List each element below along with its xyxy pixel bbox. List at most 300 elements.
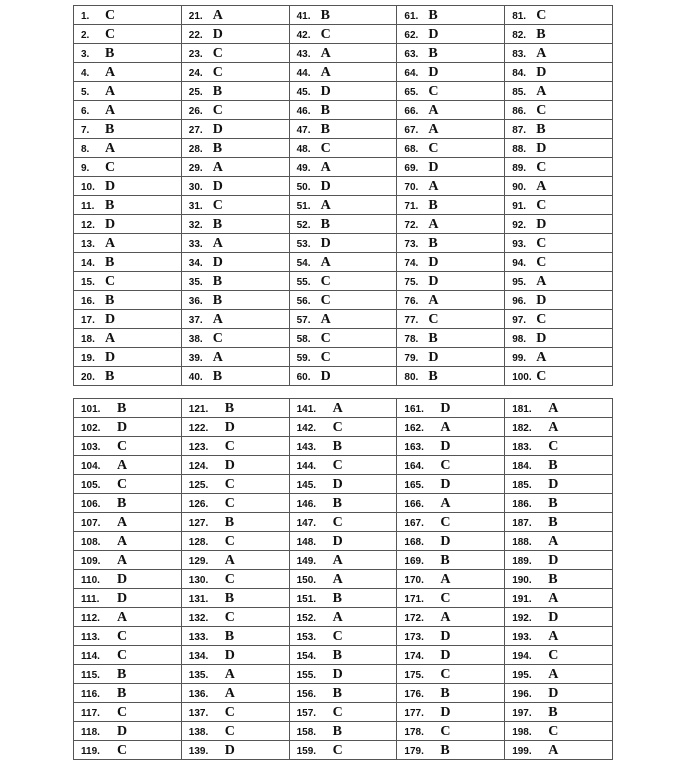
answer-letter: A [105,236,116,251]
answer-key-table-1-100 [73,5,613,386]
answer-letter: A [320,198,331,213]
answer-cell [505,456,613,475]
answer-cell [505,684,613,703]
answer-cell [74,665,182,684]
answer-letter: D [224,743,235,758]
answer-cell [181,494,289,513]
question-number: 145. [296,480,317,491]
question-number: 100. [512,372,532,383]
answer-letter: D [440,648,451,663]
answer-cell [289,684,397,703]
answer-cell [505,120,613,139]
answer-letter: B [320,8,330,23]
answer-letter: C [536,369,547,384]
answer-row [74,665,613,684]
answer-cell [74,329,182,348]
answer-letter: D [428,350,439,365]
answer-cell [505,25,613,44]
question-number: 52. [296,220,311,231]
answer-cell [505,703,613,722]
answer-letter: A [440,610,451,625]
answer-row [74,310,613,329]
question-number: 142. [296,423,317,434]
answer-cell [74,367,182,386]
question-number: 130. [188,575,209,586]
question-number: 190. [512,575,532,586]
question-number: 112. [81,613,100,624]
question-number: 12. [81,220,95,231]
answer-cell [505,139,613,158]
answer-cell [181,513,289,532]
answer-letter: B [536,27,546,42]
question-number: 128. [188,537,209,548]
answer-cell [289,513,397,532]
answer-cell [397,101,505,120]
answer-letter: D [428,255,439,270]
answer-letter: C [105,27,116,42]
question-number: 62. [404,30,419,41]
answer-letter: D [548,553,559,568]
answer-letter: C [212,103,223,118]
answer-letter: A [536,84,547,99]
answer-cell [397,665,505,684]
answer-cell [397,703,505,722]
question-number: 148. [296,537,317,548]
question-number: 159. [296,746,317,757]
answer-cell [505,82,613,101]
answer-cell [505,215,613,234]
answer-letter: C [536,160,547,175]
answer-letter: C [117,629,128,644]
answer-letter: B [105,255,115,270]
answer-cell [181,6,289,25]
answer-cell [505,367,613,386]
question-number: 151. [296,594,317,605]
answer-cell [289,570,397,589]
question-number: 157. [296,708,317,719]
question-number: 196. [512,689,532,700]
question-number: 184. [512,461,532,472]
answer-letter: D [536,65,547,80]
question-number: 6. [81,106,90,117]
answer-cell [397,570,505,589]
answer-cell [181,665,289,684]
answer-row [74,158,613,177]
answer-letter: D [105,350,116,365]
question-number: 111. [81,594,100,605]
answer-letter: B [212,274,223,289]
question-number: 45. [296,87,311,98]
answer-cell [74,215,182,234]
question-number: 187. [512,518,532,529]
question-number: 167. [404,518,424,529]
answer-cell [289,741,397,760]
answer-letter: C [440,667,451,682]
answer-cell [181,25,289,44]
answer-letter: D [440,477,451,492]
question-number: 186. [512,499,532,510]
answer-cell [397,253,505,272]
question-number: 191. [512,594,532,605]
answer-cell [74,44,182,63]
answer-cell [397,44,505,63]
question-number: 110. [81,575,100,586]
question-number: 7. [81,125,90,136]
question-number: 198. [512,727,532,738]
answer-letter: A [548,534,559,549]
question-number: 117. [81,708,100,719]
answer-cell [74,551,182,570]
answer-letter: B [428,369,438,384]
answer-letter: A [320,312,331,327]
answer-row [74,741,613,760]
answer-letter: A [105,84,116,99]
answer-letter: A [428,179,439,194]
answer-cell [289,329,397,348]
question-number: 93. [512,239,527,250]
question-number: 83. [512,49,527,60]
answer-letter: B [320,103,330,118]
question-number: 18. [81,334,95,345]
question-number: 15. [81,277,95,288]
question-number: 92. [512,220,527,231]
answer-cell [181,234,289,253]
answer-letter: A [117,553,128,568]
answer-letter: B [536,122,546,137]
answer-cell [74,437,182,456]
answer-letter: D [536,293,547,308]
question-number: 102. [81,423,101,434]
question-number: 50. [296,182,311,193]
question-number: 106. [81,499,101,510]
question-number: 9. [81,163,90,174]
answer-cell [397,158,505,177]
answer-cell [289,234,397,253]
answer-letter: A [212,160,223,175]
answer-row [74,44,613,63]
answer-cell [74,25,182,44]
answer-cell [505,665,613,684]
answer-cell [397,177,505,196]
question-number: 32. [188,220,203,231]
answer-letter: A [320,65,331,80]
answer-letter: C [117,439,128,454]
answer-row [74,722,613,741]
answer-cell [74,722,182,741]
answer-letter: C [224,610,235,625]
question-number: 179. [404,746,424,757]
answer-letter: C [224,477,235,492]
answer-row [74,551,613,570]
question-number: 127. [188,518,209,529]
answer-letter: A [332,610,343,625]
question-number: 76. [404,296,419,307]
question-number: 84. [512,68,527,79]
question-number: 1. [81,11,90,22]
answer-letter: C [548,648,559,663]
question-number: 199. [512,746,532,757]
answer-letter: D [536,331,547,346]
answer-letter: B [548,572,558,587]
answer-letter: C [440,458,451,473]
answer-cell [505,6,613,25]
question-number: 123. [188,442,209,453]
answer-cell [74,589,182,608]
answer-letter: D [440,534,451,549]
answer-letter: C [212,198,223,213]
question-number: 65. [404,87,419,98]
question-number: 119. [81,746,100,757]
answer-cell [74,234,182,253]
answer-letter: B [224,401,235,416]
question-number: 168. [404,537,424,548]
answer-cell [505,196,613,215]
answer-letter: A [548,667,559,682]
question-number: 87. [512,125,527,136]
answer-cell [505,532,613,551]
question-number: 56. [296,296,311,307]
question-number: 49. [296,163,311,174]
answer-cell [505,494,613,513]
answer-letter: B [320,122,330,137]
answer-cell [181,684,289,703]
answer-cell [289,158,397,177]
answer-letter: C [212,46,223,61]
answer-cell [505,475,613,494]
answer-letter: A [320,46,331,61]
answer-cell [181,196,289,215]
answer-cell [505,310,613,329]
question-number: 156. [296,689,317,700]
answer-letter: C [332,515,343,530]
answer-row [74,120,613,139]
answer-cell [74,532,182,551]
question-number: 158. [296,727,317,738]
answer-letter: D [428,274,439,289]
answer-letter: B [212,293,223,308]
answer-letter: A [320,255,331,270]
answer-cell [505,399,613,418]
answer-letter: C [320,350,331,365]
answer-cell [397,234,505,253]
answer-cell [289,399,397,418]
answer-letter: C [320,141,331,156]
answer-cell [181,44,289,63]
answer-cell [289,367,397,386]
answer-letter: A [117,534,128,549]
answer-letter: C [536,312,547,327]
answer-cell [74,475,182,494]
answer-cell [181,589,289,608]
answer-cell [289,608,397,627]
answer-row [74,367,613,386]
answer-cell [397,418,505,437]
answer-cell [181,608,289,627]
answer-letter: C [224,724,235,739]
answer-cell [74,608,182,627]
answer-row [74,101,613,120]
question-number: 11. [81,201,95,212]
answer-letter: C [428,84,439,99]
answer-cell [289,551,397,570]
answer-letter: A [548,401,559,416]
answer-letter: C [224,534,235,549]
answer-letter: A [536,274,547,289]
answer-cell [289,703,397,722]
answer-row [74,234,613,253]
answer-cell [181,722,289,741]
question-number: 135. [188,670,209,681]
question-number: 138. [188,727,209,738]
question-number: 36. [188,296,203,307]
answer-letter: D [117,591,128,606]
answer-cell [505,551,613,570]
answer-row [74,348,613,367]
question-number: 4. [81,68,90,79]
question-number: 163. [404,442,424,453]
answer-letter: D [536,217,547,232]
answer-cell [505,608,613,627]
answer-letter: A [440,496,451,511]
answer-cell [289,348,397,367]
answer-cell [74,570,182,589]
answer-cell [74,196,182,215]
answer-cell [397,215,505,234]
answer-letter: B [332,439,342,454]
answer-cell [181,456,289,475]
question-number: 40. [188,372,203,383]
answer-cell [505,513,613,532]
answer-letter: D [320,84,331,99]
question-number: 74. [404,258,419,269]
answer-letter: C [332,458,343,473]
answer-cell [181,367,289,386]
answer-cell [397,6,505,25]
answer-letter: D [440,439,451,454]
answer-letter: D [224,420,235,435]
answer-cell [74,101,182,120]
answer-cell [289,291,397,310]
question-number: 176. [404,689,424,700]
question-number: 81. [512,11,527,22]
answer-cell [289,665,397,684]
question-number: 192. [512,613,532,624]
answer-cell [181,532,289,551]
answer-cell [74,703,182,722]
question-number: 73. [404,239,419,250]
answer-letter: C [212,331,223,346]
question-number: 153. [296,632,317,643]
answer-cell [289,589,397,608]
answer-cell [397,82,505,101]
question-number: 115. [81,670,100,681]
question-number: 41. [296,11,311,22]
answer-letter: B [548,705,558,720]
answer-letter: C [332,705,343,720]
question-number: 44. [296,68,311,79]
question-number: 137. [188,708,209,719]
answer-letter: B [224,515,235,530]
question-number: 96. [512,296,527,307]
answer-cell [505,158,613,177]
answer-cell [505,44,613,63]
answer-cell [74,177,182,196]
question-number: 169. [404,556,424,567]
answer-row [74,291,613,310]
answer-letter: B [212,217,223,232]
answer-letter: D [440,629,451,644]
answer-cell [289,253,397,272]
answer-letter: D [536,141,547,156]
answer-cell [397,741,505,760]
answer-cell [181,310,289,329]
answer-letter: C [320,27,331,42]
question-number: 146. [296,499,317,510]
question-number: 90. [512,182,527,193]
answer-row [74,215,613,234]
answer-letter: C [224,439,235,454]
question-number: 39. [188,353,203,364]
question-number: 155. [296,670,317,681]
answer-letter: A [332,401,343,416]
answer-letter: D [117,420,128,435]
answer-cell [397,120,505,139]
answer-letter: B [212,84,223,99]
answer-row [74,475,613,494]
answer-letter: C [440,515,451,530]
answer-letter: B [440,743,450,758]
question-number: 60. [296,372,311,383]
answer-letter: B [428,331,438,346]
question-number: 109. [81,556,101,567]
answer-cell [74,627,182,646]
question-number: 144. [296,461,317,472]
answer-letter: D [212,122,223,137]
answer-cell [74,272,182,291]
answer-cell [505,253,613,272]
question-number: 136. [188,689,209,700]
answer-cell [74,684,182,703]
question-number: 53. [296,239,311,250]
answer-letter: C [117,477,128,492]
question-number: 103. [81,442,101,453]
answer-cell [397,513,505,532]
question-number: 67. [404,125,419,136]
answer-letter: B [224,591,235,606]
question-number: 185. [512,480,532,491]
answer-cell [181,646,289,665]
answer-letter: D [428,27,439,42]
answer-letter: D [440,705,451,720]
answer-letter: B [117,496,127,511]
answer-letter: B [428,236,438,251]
answer-letter: B [440,553,450,568]
question-number: 29. [188,163,203,174]
answer-cell [74,63,182,82]
answer-letter: C [224,572,235,587]
answer-letter: B [332,496,342,511]
answer-cell [74,291,182,310]
question-number: 95. [512,277,527,288]
answer-letter: A [536,46,547,61]
answer-letter: C [548,439,559,454]
question-number: 107. [81,518,101,529]
answer-cell [181,703,289,722]
question-number: 161. [404,404,424,415]
answer-letter: D [332,534,343,549]
answer-letter: C [320,331,331,346]
answer-letter: C [105,160,116,175]
